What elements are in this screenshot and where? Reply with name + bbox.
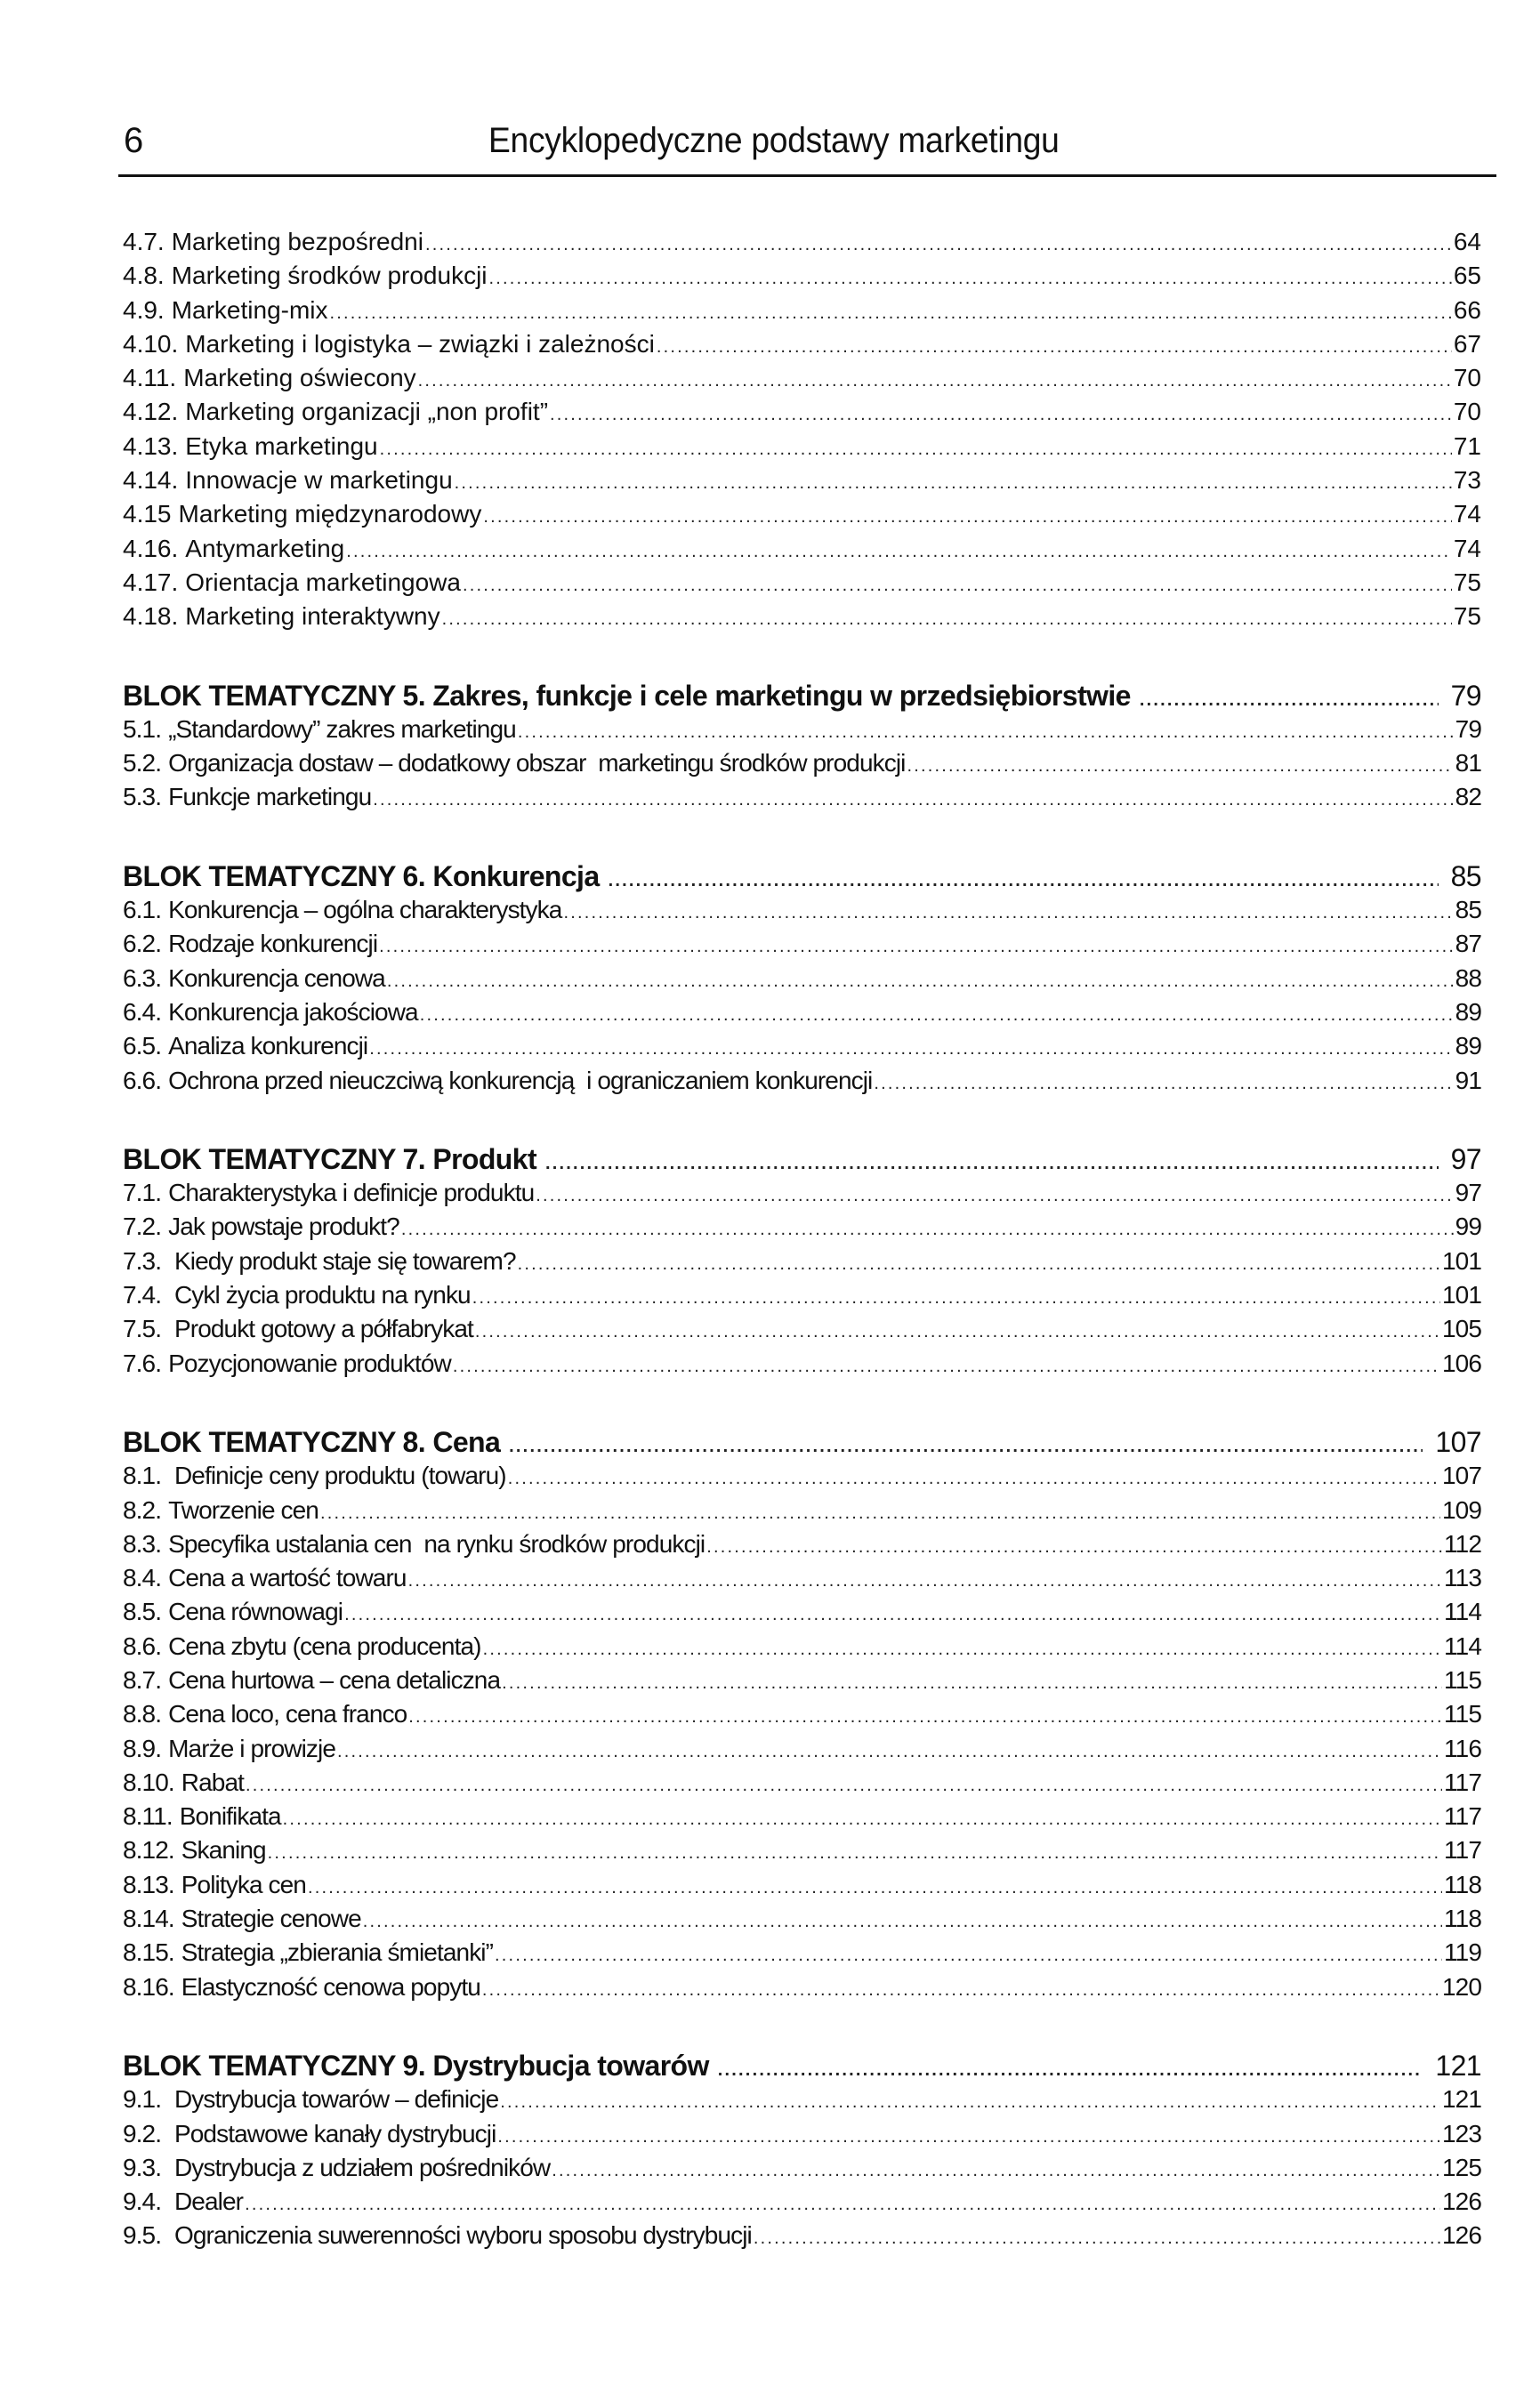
toc-entry-page: 116	[1444, 1734, 1481, 1762]
toc-entry-title: Antymarketing	[185, 534, 345, 562]
toc-entry-title: Marketing międzynarodowy	[178, 500, 482, 528]
dot-leader	[718, 2053, 1423, 2087]
toc-block	[123, 2049, 1481, 2253]
toc-entry-page: 123	[1441, 2119, 1481, 2147]
dot-leader	[283, 1802, 1442, 1836]
toc-entry-number: 7.2.	[123, 1213, 162, 1241]
toc-entry-page: 105	[1441, 1315, 1481, 1343]
toc-entry-page: 117	[1444, 1768, 1481, 1796]
toc-entry-page: 125	[1441, 2153, 1481, 2181]
dot-leader	[483, 1632, 1442, 1666]
dot-leader	[563, 896, 1453, 930]
toc-entry-number: 8.6.	[123, 1632, 162, 1660]
dot-leader	[509, 1430, 1423, 1463]
toc-entry-title: Marketing-mix	[171, 295, 328, 324]
toc-entry-number: 7.3.	[123, 1246, 162, 1275]
toc-entry-page: 101	[1441, 1281, 1481, 1309]
running-title: Encyklopedyczne podstawy marketingu	[488, 121, 1060, 160]
toc-entry[interactable]	[123, 259, 1481, 293]
toc-entry-page: 114	[1444, 1632, 1481, 1660]
toc-entry-number: 8.13.	[123, 1870, 174, 1898]
toc-entry-page: 99	[1455, 1213, 1481, 1241]
toc-entry-page: 117	[1444, 1836, 1481, 1865]
dot-leader	[268, 1836, 1442, 1870]
toc-entry[interactable]	[123, 294, 1481, 327]
toc-heading[interactable]	[123, 1425, 1481, 1459]
toc-entry[interactable]	[123, 430, 1481, 463]
toc-entry-number: 8.12.	[123, 1836, 174, 1865]
toc-entry-page: 82	[1455, 783, 1481, 811]
toc-entry[interactable]	[123, 1029, 1481, 1063]
toc-heading[interactable]	[123, 1142, 1481, 1176]
toc-entry-page: 71	[1453, 431, 1481, 460]
toc-entry[interactable]	[123, 713, 1481, 746]
toc-entry-title: Cena a wartość towaru	[168, 1564, 407, 1592]
toc-entry[interactable]	[123, 1561, 1481, 1595]
toc-entry-number: 8.14.	[123, 1905, 174, 1933]
dot-leader	[346, 535, 1452, 568]
toc-heading-title: BLOK TEMATYCZNY 6. Konkurencja	[123, 859, 600, 892]
dot-leader	[489, 262, 1452, 295]
dot-leader	[380, 432, 1452, 466]
toc-entry-title: Funkcje marketingu	[168, 783, 372, 811]
toc-entry-page: 74	[1453, 500, 1481, 528]
toc-entry-number: 9.3.	[123, 2153, 162, 2181]
toc-entry-number: 4.17.	[123, 568, 179, 596]
toc-entry[interactable]	[123, 1459, 1481, 1493]
toc-entry-number: 4.15	[123, 500, 172, 528]
toc-entry-number: 7.6.	[123, 1349, 162, 1377]
toc-entry[interactable]	[123, 1064, 1481, 1098]
toc-entry-page: 113	[1444, 1564, 1481, 1592]
toc-heading-title: BLOK TEMATYCZNY 8. Cena	[123, 1425, 501, 1458]
toc-entry-number: 5.1.	[123, 714, 162, 743]
toc-entry-number: 4.12.	[123, 398, 179, 426]
toc-entry[interactable]	[123, 893, 1481, 927]
toc-entry-number: 4.18.	[123, 602, 179, 631]
toc-entry-number: 4.9.	[123, 295, 165, 324]
dot-leader	[420, 998, 1454, 1032]
toc-entry[interactable]	[123, 927, 1481, 961]
toc-entry[interactable]	[123, 532, 1481, 566]
dot-leader	[453, 1350, 1440, 1383]
dot-leader	[508, 1462, 1440, 1495]
toc-entry-page: 70	[1453, 364, 1481, 392]
toc-entry-title: Marketing środków produkcji	[171, 262, 488, 290]
page-number: 6	[124, 121, 144, 160]
toc-entry-page: 106	[1441, 1349, 1481, 1377]
toc-entry[interactable]	[123, 1970, 1481, 2004]
toc-entry-title: Polityka cen	[181, 1870, 306, 1898]
toc-entry-page: 66	[1453, 295, 1481, 324]
dot-leader	[500, 2085, 1440, 2119]
toc-entry-title: Analiza konkurencji	[168, 1032, 368, 1060]
toc-entry-title: Cena loco, cena franco	[168, 1700, 407, 1728]
toc-block	[123, 1142, 1481, 1381]
dot-leader	[373, 783, 1453, 817]
toc-entry-title: Pozycjonowanie produktów	[168, 1349, 451, 1377]
toc-entry-number: 5.2.	[123, 749, 162, 778]
toc-entry-number: 8.16.	[123, 1972, 174, 2001]
toc-entry-number: 9.2.	[123, 2119, 162, 2147]
toc-block	[123, 679, 1481, 815]
toc-entry-title: Skaning	[181, 1836, 266, 1865]
toc-entry-number: 8.3.	[123, 1529, 162, 1558]
toc-entry-number: 9.4.	[123, 2188, 162, 2216]
dot-leader	[550, 398, 1452, 431]
dot-leader	[483, 500, 1452, 534]
toc-entry-page: 117	[1444, 1802, 1481, 1831]
toc-entry-title: Kiedy produkt staje się towarem?	[168, 1246, 516, 1275]
dot-leader	[502, 1666, 1442, 1700]
dot-leader	[369, 1032, 1453, 1066]
toc-entry-title: Cena hurtowa – cena detaliczna	[168, 1665, 501, 1694]
toc-entry[interactable]	[123, 1766, 1481, 1800]
toc-entry-page: 70	[1453, 398, 1481, 426]
toc-entry-title: Strategie cenowe	[181, 1905, 361, 1933]
toc-entry-page: 91	[1455, 1066, 1481, 1094]
toc-heading-page: 85	[1450, 859, 1481, 892]
toc-entry[interactable]	[123, 2117, 1481, 2151]
toc-entry-number: 7.4.	[123, 1281, 162, 1309]
table-of-contents	[123, 225, 1481, 2253]
dot-leader	[463, 568, 1452, 602]
toc-entry[interactable]	[123, 2219, 1481, 2252]
dot-leader	[518, 1247, 1440, 1281]
toc-entry[interactable]	[123, 463, 1481, 497]
dot-leader	[609, 864, 1439, 898]
toc-entry-page: 79	[1455, 714, 1481, 743]
toc-entry-number: 4.11.	[123, 364, 177, 392]
toc-entry-title: Orientacja marketingowa	[185, 568, 461, 596]
toc-entry-title: Ochrona przed nieuczciwą konkurencją i ograniczaniem konkurencji	[168, 1066, 873, 1094]
toc-entry-number: 4.10.	[123, 329, 179, 358]
dot-leader	[1140, 683, 1439, 717]
toc-entry-number: 4.7.	[123, 228, 165, 255]
toc-entry-page: 65	[1453, 262, 1481, 290]
toc-entry[interactable]	[123, 1595, 1481, 1629]
toc-entry-title: Strategia „zbierania śmietanki”	[181, 1938, 494, 1967]
toc-entry[interactable]	[123, 1664, 1481, 1697]
dot-leader	[657, 330, 1452, 364]
toc-entry-title: Podstawowe kanały dystrybucji	[168, 2119, 496, 2147]
toc-entry-title: Dystrybucja z udziałem pośredników	[168, 2153, 551, 2181]
toc-entry-page: 118	[1444, 1905, 1481, 1933]
toc-heading-page: 107	[1435, 1425, 1481, 1458]
toc-entry-title: Ograniczenia suwerenności wyboru sposobu dystrybucji	[168, 2221, 752, 2250]
toc-entry-number: 6.5.	[123, 1032, 162, 1060]
toc-entry[interactable]	[123, 497, 1481, 531]
toc-entry-page: 75	[1453, 568, 1481, 596]
dot-leader	[330, 296, 1452, 330]
toc-entry-number: 5.3.	[123, 783, 162, 811]
dot-leader	[408, 1700, 1442, 1734]
dot-leader	[907, 749, 1453, 783]
toc-heading[interactable]	[123, 2049, 1481, 2083]
toc-entry-title: „Standardowy” zakres marketingu	[168, 714, 516, 743]
toc-entry[interactable]	[123, 327, 1481, 361]
toc-entry-page: 114	[1444, 1598, 1481, 1626]
toc-entry-page: 118	[1444, 1870, 1481, 1898]
toc-entry-page: 74	[1453, 534, 1481, 562]
toc-entry-number: 4.14.	[123, 466, 179, 495]
dot-leader	[418, 364, 1452, 398]
dot-leader	[482, 1973, 1440, 2007]
toc-entry-title: Rodzaje konkurencji	[168, 930, 378, 958]
toc-entry[interactable]	[123, 225, 1481, 259]
toc-heading-page: 79	[1450, 679, 1481, 712]
toc-entry[interactable]	[123, 1868, 1481, 1902]
toc-entry-title: Konkurencja – ogólna charakterystyka	[168, 896, 562, 924]
dot-leader	[495, 1938, 1442, 1972]
toc-entry-page: 75	[1453, 602, 1481, 631]
toc-entry-title: Marketing interaktywny	[185, 602, 440, 631]
toc-entry-title: Tworzenie cen	[168, 1495, 318, 1524]
dot-leader	[472, 1281, 1440, 1315]
toc-entry-page: 88	[1455, 963, 1481, 992]
toc-entry-page: 67	[1453, 329, 1481, 358]
toc-entry[interactable]	[123, 780, 1481, 814]
toc-entry-page: 97	[1455, 1179, 1481, 1207]
toc-entry[interactable]	[123, 1210, 1481, 1244]
page-header	[118, 0, 1496, 178]
header-rule	[118, 174, 1496, 177]
toc-entry[interactable]	[123, 361, 1481, 395]
dot-leader	[408, 1564, 1442, 1598]
toc-entry[interactable]	[123, 995, 1481, 1029]
toc-entry[interactable]	[123, 2185, 1481, 2219]
toc-entry-page: 85	[1455, 896, 1481, 924]
toc-entry-page: 107	[1441, 1462, 1481, 1490]
toc-entry-number: 8.4.	[123, 1564, 162, 1592]
toc-heading-title: BLOK TEMATYCZNY 7. Produkt	[123, 1142, 537, 1175]
toc-entry-number: 7.5.	[123, 1315, 162, 1343]
toc-entry[interactable]	[123, 566, 1481, 600]
toc-entry-number: 8.5.	[123, 1598, 162, 1626]
toc-entry-page: 109	[1441, 1495, 1481, 1524]
toc-block	[123, 859, 1481, 1098]
toc-entry[interactable]	[123, 1800, 1481, 1833]
toc-entry[interactable]	[123, 746, 1481, 780]
toc-entry-title: Konkurencja cenowa	[168, 963, 385, 992]
toc-entry-number: 8.7.	[123, 1665, 162, 1694]
toc-entry-page: 89	[1455, 997, 1481, 1026]
dot-leader	[754, 2221, 1440, 2255]
dot-leader	[379, 930, 1453, 963]
toc-entry[interactable]	[123, 1527, 1481, 1561]
dot-leader	[425, 228, 1452, 262]
toc-entry-title: Marketing oświecony	[183, 364, 416, 392]
toc-entry-title: Dystrybucja towarów – definicje	[168, 2085, 499, 2114]
toc-entry-number: 8.8.	[123, 1700, 162, 1728]
toc-entry-title: Marketing organizacji „non profit”	[185, 398, 549, 426]
toc-entry-number: 9.1.	[123, 2085, 162, 2114]
toc-entry-page: 112	[1444, 1529, 1481, 1558]
toc-entry-number: 6.1.	[123, 896, 162, 924]
toc-entry-number: 8.9.	[123, 1734, 162, 1762]
toc-heading[interactable]	[123, 859, 1481, 893]
dot-leader	[308, 1871, 1442, 1905]
toc-entry[interactable]	[123, 1697, 1481, 1731]
toc-entry-number: 7.1.	[123, 1179, 162, 1207]
toc-entry-number: 4.16.	[123, 534, 179, 562]
dot-leader	[518, 715, 1454, 749]
toc-entry-number: 8.1.	[123, 1462, 162, 1490]
toc-entry[interactable]	[123, 1347, 1481, 1381]
toc-entry[interactable]	[123, 600, 1481, 633]
toc-entry[interactable]	[123, 1176, 1481, 1210]
toc-entry-number: 6.6.	[123, 1066, 162, 1094]
toc-entry-number: 8.10.	[123, 1768, 174, 1796]
toc-block	[123, 225, 1481, 634]
toc-entry[interactable]	[123, 1494, 1481, 1527]
toc-entry-title: Organizacja dostaw – dodatkowy obszar marketingu środków produkcji	[168, 749, 906, 778]
dot-leader	[545, 1147, 1439, 1180]
toc-entry[interactable]	[123, 1833, 1481, 1867]
toc-entry-page: 121	[1441, 2085, 1481, 2114]
dot-leader	[497, 2120, 1440, 2154]
toc-entry-page: 89	[1455, 1032, 1481, 1060]
toc-entry-page: 115	[1444, 1700, 1481, 1728]
dot-leader	[363, 1905, 1442, 1938]
toc-entry-title: Rabat	[181, 1768, 244, 1796]
toc-entry-title: Marketing bezpośredni	[171, 228, 423, 255]
toc-entry-title: Jak powstaje produkt?	[168, 1213, 399, 1241]
toc-heading-title: BLOK TEMATYCZNY 9. Dystrybucja towarów	[123, 2049, 709, 2082]
toc-entry-number: 8.15.	[123, 1938, 174, 1967]
toc-entry-number: 6.3.	[123, 963, 162, 992]
dot-leader	[320, 1496, 1440, 1530]
dot-leader	[344, 1598, 1442, 1632]
toc-entry-title: Cena zbytu (cena producenta)	[168, 1632, 481, 1660]
dot-leader	[442, 602, 1452, 636]
toc-entry-title: Konkurencja jakościowa	[168, 997, 418, 1026]
toc-heading[interactable]	[123, 679, 1481, 713]
toc-entry-page: 126	[1441, 2188, 1481, 2216]
dot-leader	[475, 1315, 1440, 1349]
toc-entry-number: 4.8.	[123, 262, 165, 290]
toc-entry-title: Charakterystyka i definicje produktu	[168, 1179, 535, 1207]
toc-entry-title: Produkt gotowy a półfabrykat	[168, 1315, 473, 1343]
toc-entry-number: 6.2.	[123, 930, 162, 958]
toc-entry-title: Innowacje w marketingu	[185, 466, 453, 495]
toc-entry[interactable]	[123, 1312, 1481, 1346]
toc-entry-title: Cena równowagi	[168, 1598, 343, 1626]
toc-entry-page: 87	[1455, 930, 1481, 958]
toc-entry-title: Cykl życia produktu na rynku	[168, 1281, 471, 1309]
toc-entry-title: Bonifikata	[179, 1802, 281, 1831]
dot-leader	[337, 1735, 1442, 1769]
dot-leader	[874, 1067, 1453, 1100]
toc-heading-page: 97	[1450, 1142, 1481, 1175]
dot-leader	[246, 1769, 1442, 1802]
toc-entry-number: 9.5.	[123, 2221, 162, 2250]
toc-entry-title: Etyka marketingu	[185, 431, 378, 460]
dot-leader	[245, 2188, 1440, 2221]
toc-entry-title: Elastyczność cenowa popytu	[181, 1972, 480, 2001]
toc-entry-page: 115	[1444, 1665, 1481, 1694]
toc-entry-number: 6.4.	[123, 997, 162, 1026]
dot-leader	[455, 466, 1452, 500]
toc-entry[interactable]	[123, 2151, 1481, 2185]
toc-entry[interactable]	[123, 1278, 1481, 1312]
toc-entry-page: 120	[1441, 1972, 1481, 2001]
toc-entry[interactable]	[123, 2083, 1481, 2116]
toc-entry-title: Dealer	[168, 2188, 244, 2216]
toc-entry-page: 119	[1444, 1938, 1481, 1967]
toc-entry-title: Specyfika ustalania cen na rynku środków produkcji	[168, 1529, 705, 1558]
toc-entry-number: 8.2.	[123, 1495, 162, 1524]
toc-heading-page: 121	[1435, 2049, 1481, 2082]
dot-leader	[387, 964, 1454, 998]
toc-entry-title: Marże i prowizje	[168, 1734, 335, 1762]
toc-entry-page: 64	[1453, 228, 1481, 255]
toc-entry[interactable]	[123, 962, 1481, 995]
toc-entry-number: 8.11.	[123, 1802, 173, 1831]
dot-leader	[552, 2154, 1440, 2188]
toc-entry-title: Marketing i logistyka – związki i zależności	[185, 329, 655, 358]
toc-entry[interactable]	[123, 1732, 1481, 1766]
toc-entry[interactable]	[123, 1902, 1481, 1936]
dot-leader	[536, 1179, 1453, 1213]
toc-entry-page: 81	[1455, 749, 1481, 778]
toc-entry[interactable]	[123, 1936, 1481, 1970]
toc-entry[interactable]	[123, 1630, 1481, 1664]
toc-entry[interactable]	[123, 395, 1481, 429]
toc-block	[123, 1425, 1481, 2004]
toc-entry-page: 73	[1453, 466, 1481, 495]
toc-entry-number: 4.13.	[123, 431, 179, 460]
dot-leader	[706, 1530, 1442, 1564]
toc-entry-page: 126	[1441, 2221, 1481, 2250]
dot-leader	[401, 1213, 1454, 1246]
toc-entry-page: 101	[1441, 1246, 1481, 1275]
toc-entry[interactable]	[123, 1245, 1481, 1278]
toc-heading-title: BLOK TEMATYCZNY 5. Zakres, funkcje i cele marketingu w przedsiębiorstwie	[123, 679, 1131, 712]
toc-entry-title: Definicje ceny produktu (towaru)	[168, 1462, 506, 1490]
